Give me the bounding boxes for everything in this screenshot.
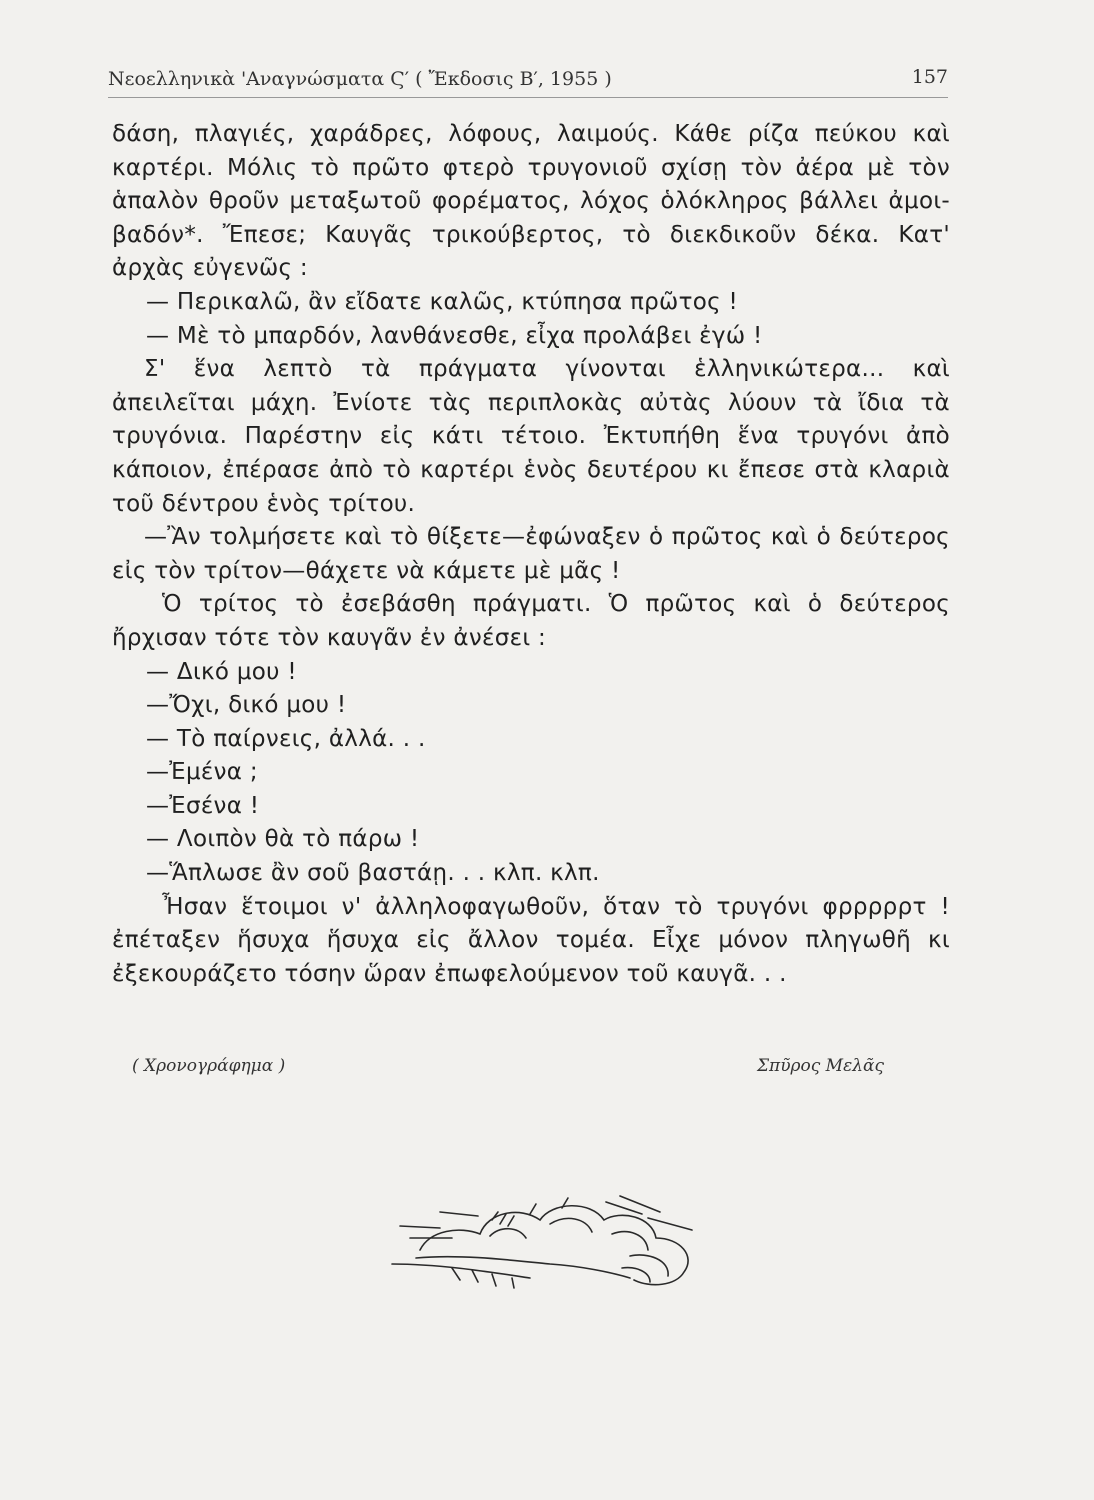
dialogue-line: — Περικαλῶ, ἂν εἴδατε καλῶς, κτύπησα πρῶτος ! [146, 288, 739, 315]
signature-block [132, 1052, 884, 1082]
dialogue-line: — Μὲ τὸ μπαρδόν, λανθάνεσθε, εἶχα προλάβει ἐγώ ! [146, 322, 763, 349]
rain-stroke [512, 1278, 514, 1288]
cloud-hatch [530, 1204, 536, 1214]
text-line: κάποιον, ἐπέρασε ἀπὸ τὸ καρτέρι ἑνὸς δευτέρου κι ἔπεσε στὰ κλαριὰ [112, 456, 950, 483]
text-line: ἁπαλὸν θροῦν μεταξωτοῦ φορέματος, λόχος ὁλόκληρος βάλλει ἀμοι- [112, 188, 950, 215]
page-number: 157 [911, 66, 948, 88]
dialogue-line: —Ἐμένα ; [146, 759, 258, 786]
text-line: τρυγόνια. Παρέστην εἰς κάτι τέτοιο. Ἐκτυπήθη ἕνα τρυγόνι ἀπὸ [112, 423, 950, 450]
wind-line [648, 1218, 692, 1230]
text-line: εἰς τὸν τρίτον—θάχετε νὰ κάμετε μὲ μᾶς ! [112, 557, 621, 584]
text-line: Ὁ τρίτος τὸ ἐσεβάσθη πράγματι. Ὁ πρῶτος καὶ ὁ δεύτερος [162, 591, 950, 618]
base-line [392, 1264, 530, 1278]
text-line: ἤρχισαν τότε τὸν καυγᾶν ἐν ἀνέσει : [112, 624, 547, 651]
text-line: τοῦ δέντρου ἑνὸς τρίτου. [112, 490, 416, 517]
dialogue-line: —Ἅπλωσε ἂν σοῦ βαστάῃ. . . κλπ. κλπ. [146, 860, 600, 887]
rain-stroke [452, 1268, 460, 1280]
rain-stroke [472, 1270, 478, 1282]
cloud-inner-curve [622, 1268, 650, 1282]
text-line: ἐπέταξεν ἥσυχα ἥσυχα εἰς ἄλλον τομέα. Εἶχε μόνον πληγωθῆ κι [112, 927, 950, 954]
cloud-inner-curve [550, 1218, 592, 1232]
article-body [112, 118, 950, 991]
dialogue-line: — Λοιπὸν θὰ τὸ πάρω ! [146, 826, 420, 853]
text-line: Ἦσαν ἕτοιμοι ν' ἀλληλοφαγωθοῦν, ὅταν τὸ τρυγόνι φρρρρρτ ! [162, 893, 950, 920]
header-rule [108, 97, 948, 98]
dialogue-line: — Τὸ παίρνεις, ἀλλά. . . [146, 725, 426, 752]
dialogue-line: —Ὄχι, δικό μου ! [146, 692, 347, 719]
cloud-inner-curve [612, 1232, 648, 1250]
dialogue-line: —Ἐσένα ! [146, 792, 260, 819]
book-title: Νεοελληνικὰ 'Αναγνώσματα Ϛ′ ( Ἔκδοσις Β′, 1955 ) [108, 68, 612, 90]
text-line: καρτέρι. Μόλις τὸ πρῶτο φτερὸ τρυγονιοῦ σχίσῃ τὸν ἀέρα μὲ τὸν [112, 154, 950, 181]
dialogue-line: — Δικό μου ! [146, 658, 297, 685]
text-line: ἀπειλεῖται μάχη. Ἐνίοτε τὰς περιπλοκὰς αὐτὰς λύουν τὰ ἴδια τὰ [112, 389, 950, 416]
text-line: Σ' ἕνα λεπτὸ τὰ πράγματα γίνονται ἑλληνικώτερα... καὶ [144, 356, 950, 383]
dialogue-line: —Ἂν τολμήσετε καὶ τὸ θίξετε—ἐφώναξεν ὁ πρῶτος καὶ ὁ δεύτερος [144, 524, 950, 551]
text-line: βαδόν*. Ἔπεσε; Καυγᾶς τρικούβερτος, τὸ διεκδικοῦν δέκα. Κατ' [112, 221, 950, 248]
author-name: Σπῦρος Μελᾶς [757, 1056, 884, 1076]
cloud-vignette-illustration [380, 1168, 720, 1308]
wind-line [440, 1212, 478, 1216]
text-line: ἐξεκουράζετο τόσην ὥραν ἐπωφελούμενον τοῦ καυγᾶ. . . [112, 960, 787, 987]
cloud-inner-curve [630, 1255, 668, 1276]
running-header [108, 62, 948, 96]
cloud-hatch [508, 1216, 514, 1226]
wind-line [606, 1202, 642, 1214]
cloud-inner-curve [490, 1229, 526, 1238]
rain-stroke [492, 1274, 496, 1286]
text-line: δάση, πλαγιές, χαράδρες, λόφους, λαιμούς. Κάθε ρίζα πεύκου καὶ [112, 121, 950, 147]
source-note: ( Χρονογράφημα ) [132, 1056, 286, 1076]
wind-line [400, 1226, 440, 1228]
text-line: ἀρχὰς εὐγενῶς : [112, 255, 308, 282]
wind-line [620, 1196, 660, 1212]
